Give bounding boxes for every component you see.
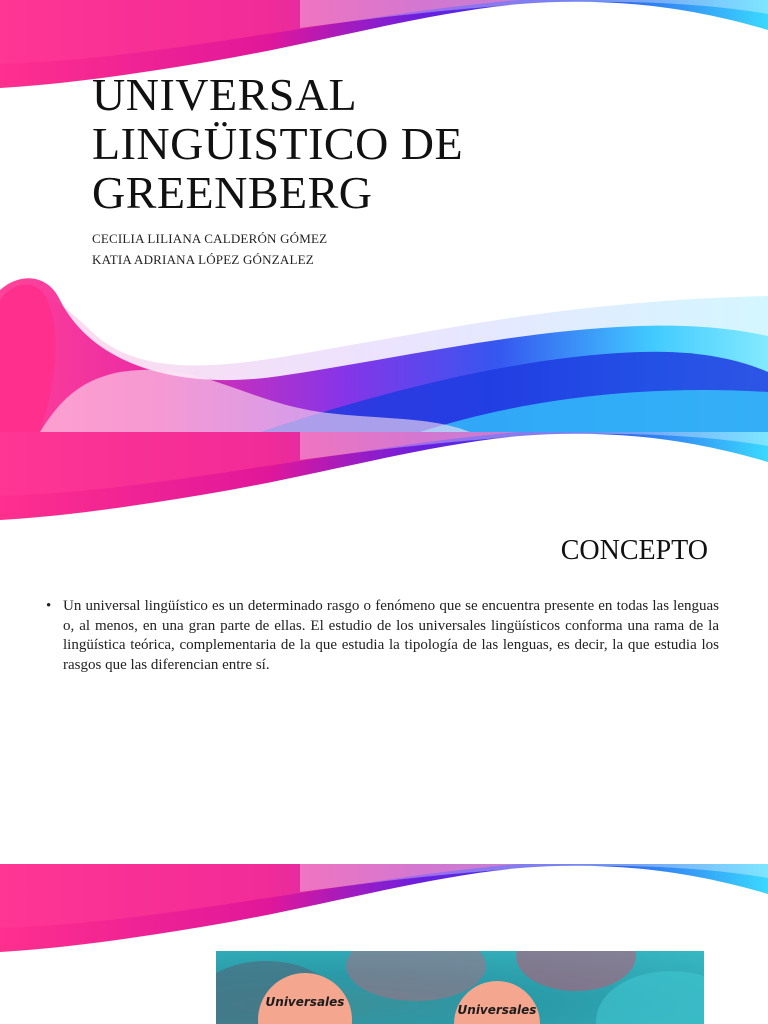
title-line-2: LINGÜISTICO DE bbox=[92, 118, 464, 169]
universales-label-2: Universales bbox=[457, 1003, 537, 1017]
author-name-2: KATIA ADRIANA LÓPEZ GÓNZALEZ bbox=[92, 252, 314, 267]
top-wave-decoration bbox=[0, 432, 768, 532]
universales-slide bbox=[0, 864, 768, 1024]
top-wave-decoration bbox=[0, 864, 768, 964]
bullet-dot: • bbox=[46, 598, 52, 614]
concept-paragraph: Un universal lingüístico es un determinado rasgo o fenómeno que se encuentra presente en todas las lenguas o, al menos, en una gran parte de ellas. El estudio de los universales lingüísticos conforma una rama de la lingüística teórica, complementaria de la que estudia la tipología de las lenguas, es decir, la que estudia los rasgos que las diferencian entre sí. bbox=[63, 598, 719, 673]
title-slide bbox=[0, 0, 768, 432]
title-line-1: UNIVERSAL bbox=[92, 69, 358, 120]
concept-bullet bbox=[46, 597, 719, 675]
presentation-title bbox=[92, 70, 463, 217]
title-line-3: GREENBERG bbox=[92, 167, 373, 218]
universales-label-1: Universales bbox=[265, 995, 345, 1009]
universales-diagram-image bbox=[216, 951, 704, 1024]
concept-heading: CONCEPTO bbox=[560, 535, 708, 566]
author-name-1: CECILIA LILIANA CALDERÓN GÓMEZ bbox=[92, 231, 328, 246]
concept-slide bbox=[0, 432, 768, 864]
